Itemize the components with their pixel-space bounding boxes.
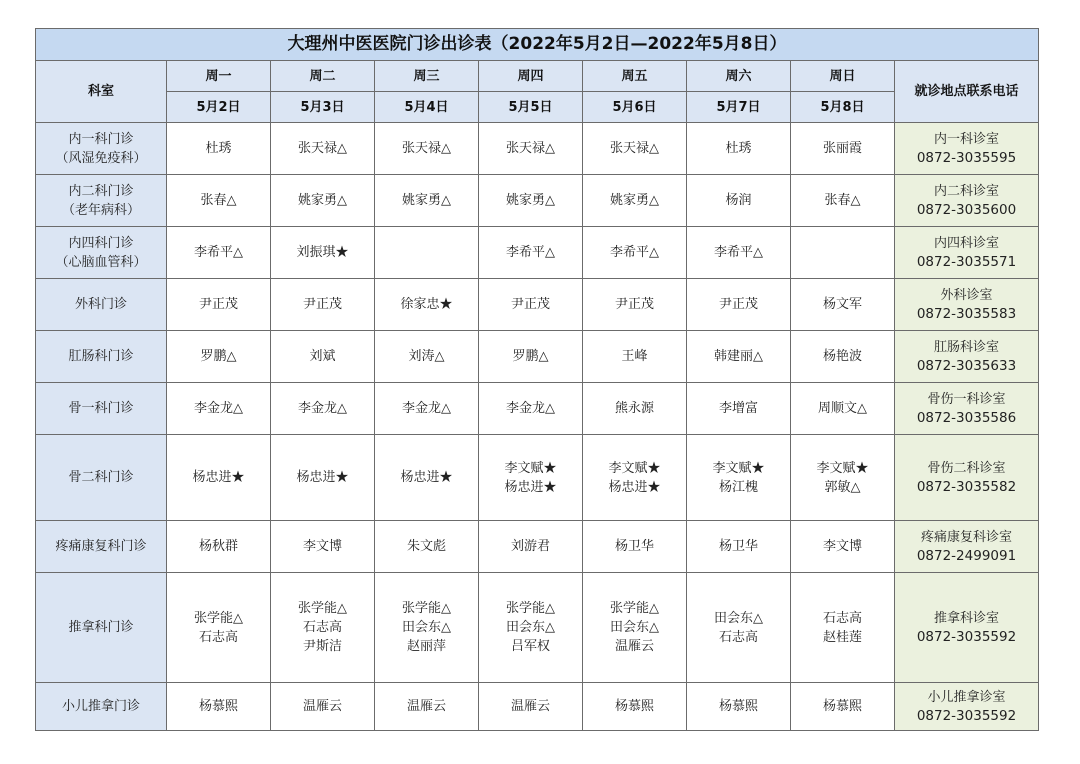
doctor-name: 姚家勇△	[506, 193, 555, 208]
doctor-cell	[271, 279, 375, 331]
table-row	[36, 227, 1039, 279]
phone-number: 0872-3035592	[916, 628, 1017, 645]
clinic-room: 骨伤一科诊室	[927, 391, 1006, 407]
doctor-name: 张春△	[824, 193, 861, 208]
doctor-cell	[479, 383, 583, 435]
date-header: 5月2日	[167, 92, 271, 123]
doctor-name: 张天禄△	[402, 141, 451, 156]
doctor-name: 李金龙△	[298, 401, 347, 416]
doctor-cell	[791, 123, 895, 175]
doctor-cell	[479, 521, 583, 573]
title-row	[36, 29, 1039, 61]
phone-number: 0872-3035583	[916, 305, 1017, 322]
date-header: 5月7日	[687, 92, 791, 123]
table-row	[36, 573, 1039, 683]
weekday-header: 周日	[791, 61, 895, 92]
doctor-cell	[375, 331, 479, 383]
header-row-date	[36, 92, 1039, 123]
department-cell	[36, 123, 167, 175]
doctor-name: 尹斯洁	[302, 639, 342, 654]
department-name: （心脑血管科）	[55, 254, 147, 270]
phone-number: 0872-3035600	[916, 201, 1017, 218]
doctor-cell	[375, 683, 479, 731]
doctor-name: 杨江槐	[718, 479, 758, 495]
doctor-cell	[583, 573, 687, 683]
department-name: 外科门诊	[74, 297, 127, 312]
location-cell	[895, 175, 1039, 227]
date-header: 5月5日	[479, 92, 583, 123]
department-name: 小儿推拿门诊	[61, 699, 140, 714]
doctor-name: 杨艳波	[822, 349, 862, 364]
doctor-name: 尹正茂	[614, 297, 654, 312]
doctor-name: 罗鹏△	[200, 349, 237, 364]
doctor-cell	[791, 383, 895, 435]
doctor-name: 杨卫华	[718, 539, 758, 554]
doctor-name: 姚家勇△	[298, 193, 347, 208]
doctor-cell	[583, 435, 687, 521]
doctor-name: 杜琇	[725, 141, 752, 156]
doctor-cell	[271, 435, 375, 521]
header-row-weekday	[36, 61, 1039, 92]
phone-number: 0872-3035582	[916, 478, 1017, 495]
doctor-cell	[167, 573, 271, 683]
department-cell	[36, 175, 167, 227]
location-cell	[895, 435, 1039, 521]
doctor-name: 王峰	[621, 349, 648, 364]
doctor-name: 温雁云	[614, 639, 654, 654]
phone-number: 0872-3035592	[916, 707, 1017, 724]
phone-number: 0872-3035571	[916, 253, 1017, 270]
doctor-name: 韩建丽△	[714, 349, 763, 364]
doctor-name: 杨秋群	[198, 539, 238, 554]
doctor-cell	[687, 383, 791, 435]
doctor-name: 李文赋★	[608, 460, 661, 476]
weekday-header: 周二	[271, 61, 375, 92]
table-row	[36, 683, 1039, 731]
doctor-cell	[271, 123, 375, 175]
location-cell	[895, 521, 1039, 573]
department-name: 骨二科门诊	[68, 470, 134, 485]
doctor-cell	[271, 683, 375, 731]
department-name: （风湿免疫科）	[55, 150, 147, 166]
doctor-name: 李文博	[302, 539, 342, 554]
doctor-cell	[687, 227, 791, 279]
doctor-name: 田会东△	[714, 610, 763, 626]
doctor-name: 杜琇	[205, 141, 232, 156]
doctor-name: 温雁云	[406, 699, 446, 714]
doctor-cell	[167, 175, 271, 227]
table-row	[36, 383, 1039, 435]
doctor-name: 温雁云	[510, 699, 550, 714]
department-name: （老年病科）	[61, 202, 140, 218]
doctor-name: 张丽霞	[822, 141, 862, 156]
doctor-cell	[375, 279, 479, 331]
doctor-name: 赵丽萍	[406, 639, 446, 654]
doctor-cell	[583, 279, 687, 331]
doctor-name: 张学能△	[506, 601, 555, 616]
doctor-name: 张学能△	[610, 601, 659, 616]
department-cell	[36, 521, 167, 573]
doctor-cell	[687, 123, 791, 175]
doctor-cell	[479, 435, 583, 521]
location-cell	[895, 573, 1039, 683]
doctor-name: 尹正茂	[718, 297, 758, 312]
doctor-name: 杨文军	[822, 297, 862, 312]
department-name: 内四科门诊	[68, 235, 134, 251]
doctor-name: 张学能△	[298, 601, 347, 616]
doctor-name: 李文赋★	[504, 460, 557, 476]
department-cell	[36, 683, 167, 731]
doctor-cell	[583, 227, 687, 279]
doctor-cell	[375, 175, 479, 227]
doctor-name: 杨慕熙	[198, 699, 238, 714]
doctor-name: 刘游君	[510, 539, 550, 554]
doctor-cell	[479, 683, 583, 731]
department-cell	[36, 573, 167, 683]
doctor-cell	[687, 175, 791, 227]
doctor-name: 徐家忠★	[400, 297, 453, 312]
doctor-name: 赵桂莲	[822, 629, 862, 645]
date-header: 5月8日	[791, 92, 895, 123]
doctor-cell	[479, 331, 583, 383]
department-name: 疼痛康复科门诊	[55, 539, 147, 554]
location-cell	[895, 683, 1039, 731]
department-cell	[36, 279, 167, 331]
doctor-name: 姚家勇△	[610, 193, 659, 208]
doctor-cell	[167, 123, 271, 175]
doctor-cell	[375, 383, 479, 435]
doctor-name: 张春△	[200, 193, 237, 208]
doctor-name: 杨卫华	[614, 539, 654, 554]
doctor-name: 李希平△	[506, 245, 555, 260]
doctor-cell	[375, 521, 479, 573]
doctor-name: 张天禄△	[298, 141, 347, 156]
doctor-name: 刘振琪★	[296, 245, 349, 260]
weekday-header: 周三	[375, 61, 479, 92]
location-cell	[895, 383, 1039, 435]
doctor-cell	[375, 435, 479, 521]
doctor-cell	[687, 683, 791, 731]
doctor-name: 田会东△	[506, 620, 555, 635]
doctor-name: 郭敏△	[824, 479, 861, 495]
doctor-name: 田会东△	[402, 620, 451, 635]
location-cell	[895, 123, 1039, 175]
table-row	[36, 331, 1039, 383]
doctor-cell	[167, 227, 271, 279]
doctor-name: 李文赋★	[816, 460, 869, 476]
doctor-cell	[375, 123, 479, 175]
doctor-cell	[479, 227, 583, 279]
doctor-name: 李增富	[718, 401, 758, 416]
doctor-cell	[479, 175, 583, 227]
doctor-name: 李希平△	[610, 245, 659, 260]
clinic-room: 推拿科诊室	[934, 610, 1000, 626]
date-header: 5月3日	[271, 92, 375, 123]
doctor-name: 杨忠进★	[400, 470, 453, 485]
doctor-name: 温雁云	[302, 699, 342, 714]
doctor-name: 罗鹏△	[512, 349, 549, 364]
department-name: 骨一科门诊	[68, 401, 134, 416]
doctor-name: 杨忠进★	[192, 470, 245, 485]
department-name: 内二科门诊	[68, 183, 134, 199]
location-cell	[895, 331, 1039, 383]
doctor-name: 李文赋★	[712, 460, 765, 476]
department-name: 推拿科门诊	[68, 620, 134, 635]
doctor-cell	[167, 521, 271, 573]
doctor-name: 张学能△	[402, 601, 451, 616]
doctor-cell	[583, 521, 687, 573]
department-cell	[36, 227, 167, 279]
doctor-cell	[791, 521, 895, 573]
doctor-name: 杨慕熙	[822, 699, 862, 714]
doctor-name: 田会东△	[610, 620, 659, 635]
department-cell	[36, 383, 167, 435]
clinic-room: 肛肠科诊室	[934, 339, 1000, 355]
doctor-cell	[167, 331, 271, 383]
doctor-name: 尹正茂	[302, 297, 342, 312]
doctor-name: 吕军权	[510, 639, 550, 654]
doctor-cell	[271, 521, 375, 573]
doctor-cell	[791, 435, 895, 521]
phone-number: 0872-3035586	[916, 409, 1017, 426]
doctor-cell	[791, 279, 895, 331]
table-row	[36, 521, 1039, 573]
doctor-name: 熊永源	[614, 401, 654, 416]
doctor-name: 杨慕熙	[718, 699, 758, 714]
doctor-name: 李金龙△	[194, 401, 243, 416]
doctor-name: 姚家勇△	[402, 193, 451, 208]
doctor-name: 尹正茂	[510, 297, 550, 312]
weekday-header: 周六	[687, 61, 791, 92]
doctor-name: 杨润	[725, 193, 752, 208]
doctor-name: 尹正茂	[198, 297, 238, 312]
doctor-name: 石志高	[822, 610, 862, 626]
doctor-cell	[583, 123, 687, 175]
department-name: 内一科门诊	[68, 131, 134, 147]
doctor-cell	[687, 435, 791, 521]
doctor-cell	[479, 279, 583, 331]
phone-number: 0872-2499091	[916, 547, 1017, 564]
doctor-name: 李金龙△	[402, 401, 451, 416]
doctor-cell	[687, 279, 791, 331]
doctor-name: 张天禄△	[506, 141, 555, 156]
doctor-cell	[791, 175, 895, 227]
clinic-room: 小儿推拿诊室	[927, 689, 1006, 705]
phone-number: 0872-3035595	[916, 149, 1017, 166]
doctor-name: 朱文彪	[406, 539, 446, 554]
doctor-cell	[687, 521, 791, 573]
doctor-name: 张天禄△	[610, 141, 659, 156]
doctor-name: 杨忠进★	[504, 479, 557, 495]
clinic-room: 内一科诊室	[934, 131, 1000, 147]
department-cell	[36, 435, 167, 521]
dept-header: 科室	[36, 61, 167, 123]
doctor-name: 李希平△	[194, 245, 243, 260]
doctor-cell	[479, 573, 583, 683]
phone-number: 0872-3035633	[916, 357, 1017, 374]
doctor-name: 石志高	[302, 620, 342, 635]
table-row	[36, 435, 1039, 521]
clinic-room: 骨伤二科诊室	[927, 460, 1006, 476]
doctor-cell	[375, 227, 479, 279]
doctor-name: 李金龙△	[506, 401, 555, 416]
doctor-cell	[271, 331, 375, 383]
doctor-name: 李希平△	[714, 245, 763, 260]
doctor-cell	[167, 435, 271, 521]
department-cell	[36, 331, 167, 383]
clinic-room: 外科诊室	[940, 287, 993, 303]
doctor-name: 杨忠进★	[608, 479, 661, 495]
doctor-cell	[687, 573, 791, 683]
doctor-cell	[167, 683, 271, 731]
department-name: 肛肠科门诊	[68, 349, 134, 364]
table-row	[36, 175, 1039, 227]
weekday-header: 周一	[167, 61, 271, 92]
doctor-cell	[271, 383, 375, 435]
doctor-cell	[791, 683, 895, 731]
doctor-cell	[583, 383, 687, 435]
doctor-cell	[791, 573, 895, 683]
doctor-cell	[271, 175, 375, 227]
doctor-cell	[479, 123, 583, 175]
doctor-name: 李文博	[822, 539, 862, 554]
doctor-name: 石志高	[718, 629, 758, 645]
doctor-cell	[271, 573, 375, 683]
date-header: 5月6日	[583, 92, 687, 123]
location-cell	[895, 227, 1039, 279]
location-header: 就诊地点联系电话	[895, 61, 1039, 123]
table-row	[36, 123, 1039, 175]
doctor-cell	[583, 175, 687, 227]
doctor-name: 周顺文△	[818, 401, 867, 416]
clinic-room: 疼痛康复科诊室	[921, 529, 1013, 545]
doctor-name: 杨忠进★	[296, 470, 349, 485]
doctor-cell	[687, 331, 791, 383]
doctor-cell	[167, 383, 271, 435]
doctor-name: 刘斌	[309, 349, 336, 364]
page-title: 大理州中医医院门诊出诊表（2022年5月2日—2022年5月8日）	[36, 29, 1039, 61]
doctor-cell	[791, 227, 895, 279]
weekday-header: 周五	[583, 61, 687, 92]
doctor-cell	[375, 573, 479, 683]
doctor-cell	[583, 683, 687, 731]
weekday-header: 周四	[479, 61, 583, 92]
date-header: 5月4日	[375, 92, 479, 123]
doctor-cell	[791, 331, 895, 383]
location-cell	[895, 279, 1039, 331]
doctor-cell	[583, 331, 687, 383]
schedule-table	[35, 28, 1039, 731]
doctor-cell	[167, 279, 271, 331]
clinic-room: 内二科诊室	[934, 183, 1000, 199]
doctor-name: 石志高	[198, 629, 238, 645]
table-row	[36, 279, 1039, 331]
doctor-name: 刘涛△	[408, 349, 445, 364]
doctor-cell	[271, 227, 375, 279]
clinic-room: 内四科诊室	[934, 235, 1000, 251]
doctor-name: 杨慕熙	[614, 699, 654, 714]
doctor-name: 张学能△	[194, 610, 243, 626]
